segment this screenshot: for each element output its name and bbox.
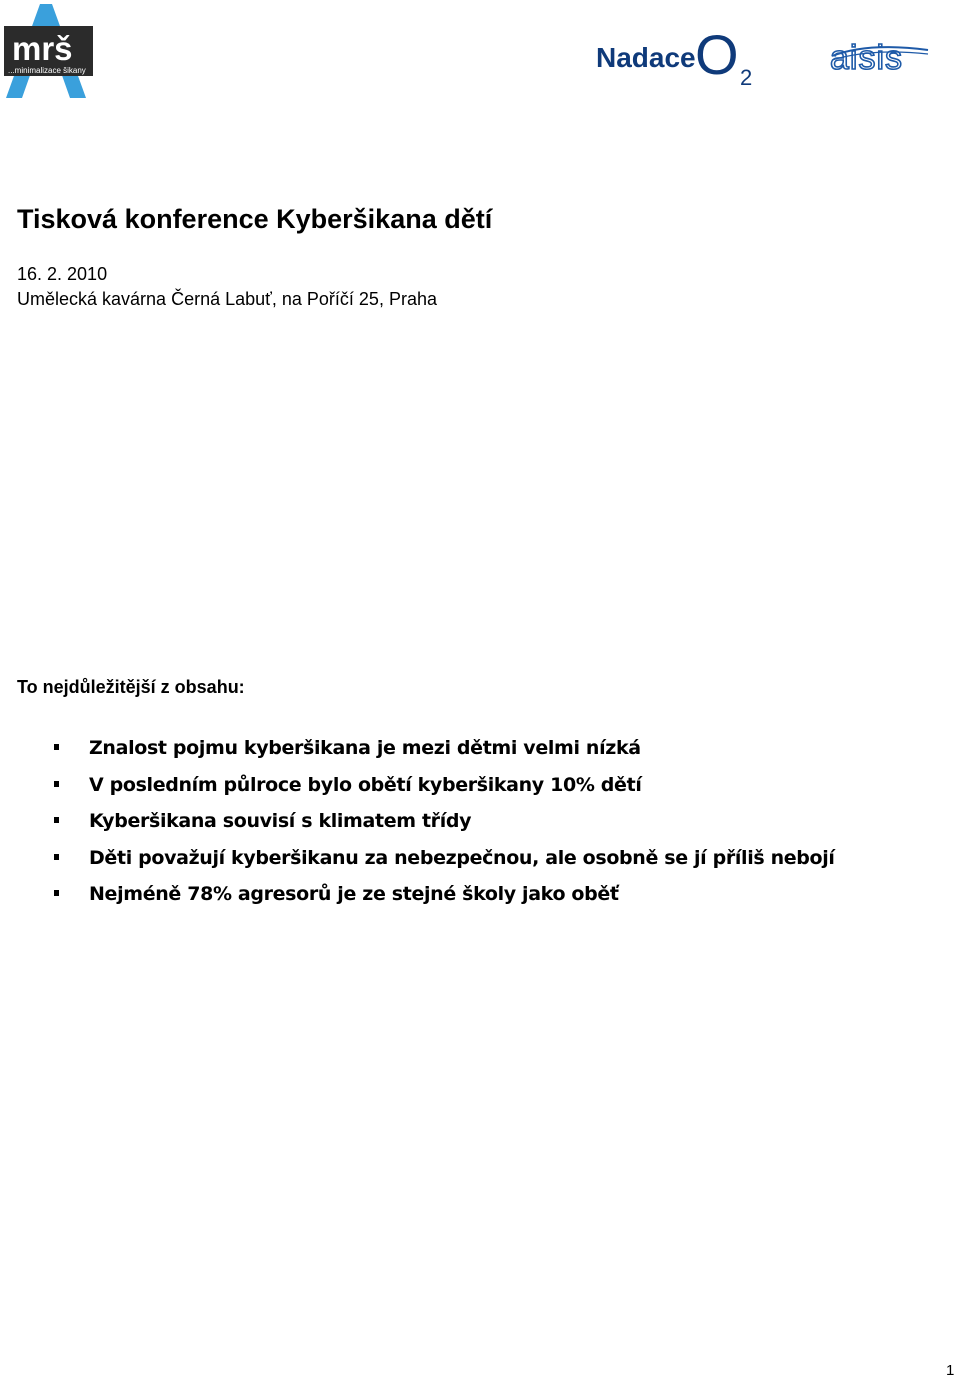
list-item-text: Nejméně 78% agresorů je ze stejné školy jako oběť — [89, 883, 619, 905]
list-item — [52, 773, 835, 810]
list-item — [52, 809, 835, 846]
aisis-logo-text: aisis — [830, 39, 904, 76]
page-number: 1 — [946, 1362, 955, 1379]
bullet-square-icon — [54, 744, 59, 750]
mrs-logo-text: mrš — [12, 30, 73, 67]
list-item — [52, 882, 835, 919]
o2-logo-letter: O — [695, 28, 739, 86]
nadace-logo-word: Nadace — [596, 42, 696, 73]
o2-logo-subscript: 2 — [740, 65, 753, 86]
list-item — [52, 736, 835, 773]
nadace-o2-logo — [594, 28, 760, 86]
list-item-text: V posledním půlroce bylo obětí kyberšikany 10% dětí — [89, 773, 642, 796]
list-item-text: Kyberšikana souvisí s klimatem třídy — [89, 810, 472, 832]
event-place: Umělecká kavárna Černá Labuť, na Poříčí 25, Praha — [17, 289, 437, 309]
list-item-text: Znalost pojmu kyberšikana je mezi dětmi velmi nízká — [89, 737, 641, 759]
list-item-text: Děti považují kyberšikanu za nebezpečnou, ale osobně se jí příliš nebojí — [89, 846, 835, 869]
bullet-list — [52, 736, 835, 919]
mrs-logo-tagline: ...minimalizace šikany — [8, 66, 86, 75]
bullet-square-icon — [54, 781, 59, 787]
section-heading: To nejdůležitější z obsahu: — [17, 677, 245, 697]
list-item — [52, 846, 835, 883]
document-title: Tisková konference Kyberšikana dětí — [17, 204, 493, 234]
aisis-logo — [828, 36, 932, 76]
bullet-square-icon — [54, 890, 59, 896]
bullet-square-icon — [54, 817, 59, 823]
bullet-square-icon — [54, 854, 59, 860]
event-date: 16. 2. 2010 — [17, 264, 108, 284]
mrs-logo — [4, 4, 96, 98]
